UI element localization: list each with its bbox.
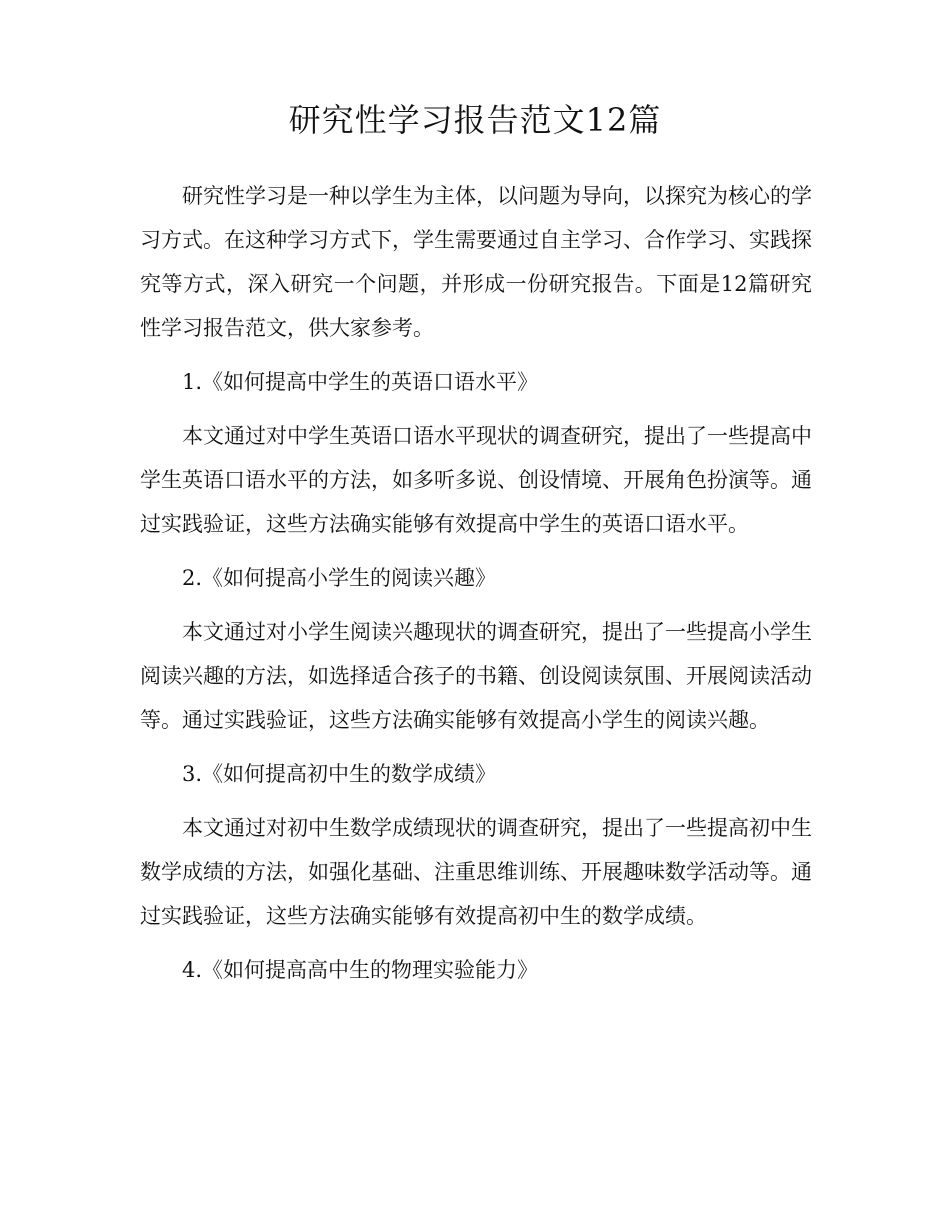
document-title: 研究性学习报告范文12篇 — [288, 101, 662, 139]
document-body — [140, 174, 812, 1002]
section-3-body: 本文通过对初中生数学成绩现状的调查研究，提出了一些提高初中生数学成绩的方法，如强化基础、注重思维训练、开展趣味数学活动等。通过实践验证，这些方法确实能够有效提高初中生的数学成绩。 — [140, 816, 812, 928]
section-4-heading: 4.《如何提高高中生的物理实验能力》 — [182, 958, 539, 982]
section-2-heading: 2.《如何提高小学生的阅读兴趣》 — [182, 566, 497, 590]
intro-paragraph: 研究性学习是一种以学生为主体，以问题为导向，以探究为核心的学习方式。在这种学习方式下，学生需要通过自主学习、合作学习、实践探究等方式，深入研究一个问题，并形成一份研究报告。下面是12篇研究性学习报告范文，供大家参考。 — [140, 184, 812, 340]
section-3-heading: 3.《如何提高初中生的数学成绩》 — [182, 762, 497, 786]
section-1-heading: 1.《如何提高中学生的英语口语水平》 — [182, 370, 539, 394]
section-2-body: 本文通过对小学生阅读兴趣现状的调查研究，提出了一些提高小学生阅读兴趣的方法，如选择适合孩子的书籍、创设阅读氛围、开展阅读活动等。通过实践验证，这些方法确实能够有效提高小学生的阅读兴趣。 — [140, 620, 812, 732]
section-1-body: 本文通过对中学生英语口语水平现状的调查研究，提出了一些提高中学生英语口语水平的方法，如多听多说、创设情境、开展角色扮演等。通过实践验证，这些方法确实能够有效提高中学生的英语口语水平。 — [140, 424, 812, 536]
